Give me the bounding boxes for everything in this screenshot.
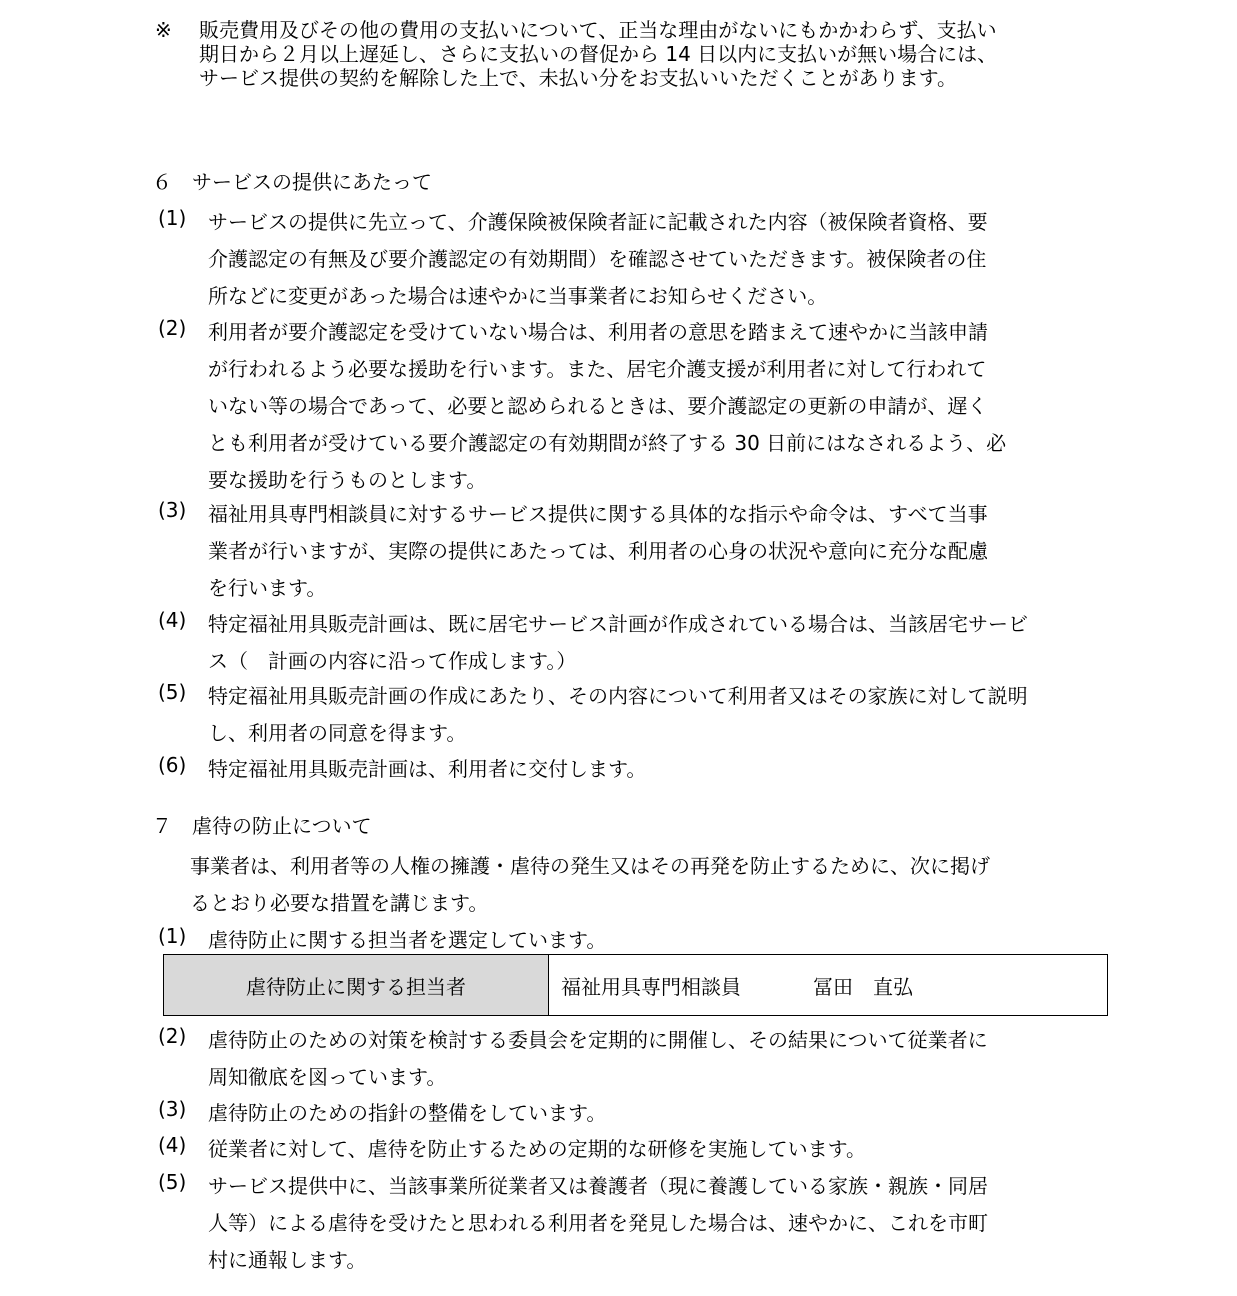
section6-number: ６: [152, 170, 172, 194]
note-line: 期日から２月以上遅延し、さらに支払いの督促から 14 日以内に支払いが無い場合には、: [199, 42, 998, 66]
section6-title: サービスの提供にあたって: [192, 170, 432, 194]
item-line: を行います。: [208, 576, 327, 600]
note-line: 販売費用及びその他の費用の支払いについて、正当な理由がないにもかかわらず、支払い: [199, 18, 997, 42]
note-mark: ※: [155, 18, 172, 42]
item-marker: (3): [158, 498, 187, 522]
item-line: 介護認定の有無及び要介護認定の有効期間）を確認させていただきます。被保険者の住: [208, 247, 987, 271]
item-marker: (4): [158, 1133, 187, 1157]
section6-heading: [152, 168, 432, 196]
item-marker: (5): [158, 1170, 187, 1194]
item-line: いない等の場合であって、必要と認められるときは、要介護認定の更新の申請が、遅く: [208, 394, 988, 418]
officer-value-cell: [549, 955, 1107, 1015]
item-marker: (4): [158, 608, 187, 632]
section7-intro-line: るとおり必要な措置を講じます。: [190, 891, 489, 915]
item-marker: (2): [158, 1024, 187, 1048]
item-line: 従業者に対して、虐待を防止するための定期的な研修を実施しています。: [208, 1137, 866, 1161]
item-line: 特定福祉用具販売計画の作成にあたり、その内容について利用者又はその家族に対して説明: [208, 684, 1028, 708]
item-marker: (2): [158, 316, 187, 340]
item-line: サービスの提供に先立って、介護保険被保険者証に記載された内容（被保険者資格、要: [208, 210, 988, 234]
item-marker: (3): [158, 1097, 187, 1121]
item-line: 特定福祉用具販売計画は、既に居宅サービス計画が作成されている場合は、当該居宅サービ: [208, 612, 1028, 636]
item-line: ス（ 計画の内容に沿って作成します。）: [208, 649, 577, 673]
item-marker: (1): [158, 924, 187, 948]
item-line: サービス提供中に、当該事業所従業者又は養護者（現に養護している家族・親族・同居: [208, 1174, 988, 1198]
item-line: 虐待防止に関する担当者を選定しています。: [208, 928, 607, 952]
item-line: 要な援助を行うものとします。: [208, 468, 487, 492]
section7-title: 虐待の防止について: [192, 814, 372, 838]
item-line: 利用者が要介護認定を受けていない場合は、利用者の意思を踏まえて速やかに当該申請: [208, 320, 988, 344]
item-line: が行われるよう必要な援助を行います。また、居宅介護支援が利用者に対して行われて: [208, 357, 987, 381]
officer-label: 虐待防止に関する担当者: [246, 974, 466, 999]
item-line: 虐待防止のための指針の整備をしています。: [208, 1101, 607, 1125]
item-marker: (6): [158, 753, 187, 777]
item-line: 業者が行いますが、実際の提供にあたっては、利用者の心身の状況や意向に充分な配慮: [208, 539, 988, 563]
item-line: とも利用者が受けている要介護認定の有効期間が終了する 30 日前にはなされるよう、必: [208, 431, 1007, 455]
section7-number: ７: [152, 814, 172, 838]
item-line: 所などに変更があった場合は速やかに当事業者にお知らせください。: [208, 284, 828, 308]
abuse-prevention-officer-table: [163, 954, 1108, 1016]
officer-name: 冨田 直弘: [813, 974, 913, 999]
item-line: し、利用者の同意を得ます。: [208, 721, 467, 745]
officer-role: 福祉用具専門相談員: [561, 974, 741, 999]
officer-label-cell: [164, 955, 549, 1015]
item-line: 福祉用具専門相談員に対するサービス提供に関する具体的な指示や命令は、すべて当事: [208, 502, 988, 526]
item-line: 特定福祉用具販売計画は、利用者に交付します。: [208, 757, 647, 781]
section7-intro-line: 事業者は、利用者等の人権の擁護・虐待の発生又はその再発を防止するために、次に掲げ: [190, 854, 990, 878]
item-line: 村に通報します。: [208, 1248, 367, 1272]
item-marker: (1): [158, 206, 187, 230]
item-marker: (5): [158, 680, 187, 704]
section7-heading: [152, 812, 372, 840]
item-line: 人等）による虐待を受けたと思われる利用者を発見した場合は、速やかに、これを市町: [208, 1211, 988, 1235]
item-line: 虐待防止のための対策を検討する委員会を定期的に開催し、その結果について従業者に: [208, 1028, 988, 1052]
note-line: サービス提供の契約を解除した上で、未払い分をお支払いいただくことがあります。: [199, 66, 957, 90]
item-line: 周知徹底を図っています。: [208, 1065, 447, 1089]
